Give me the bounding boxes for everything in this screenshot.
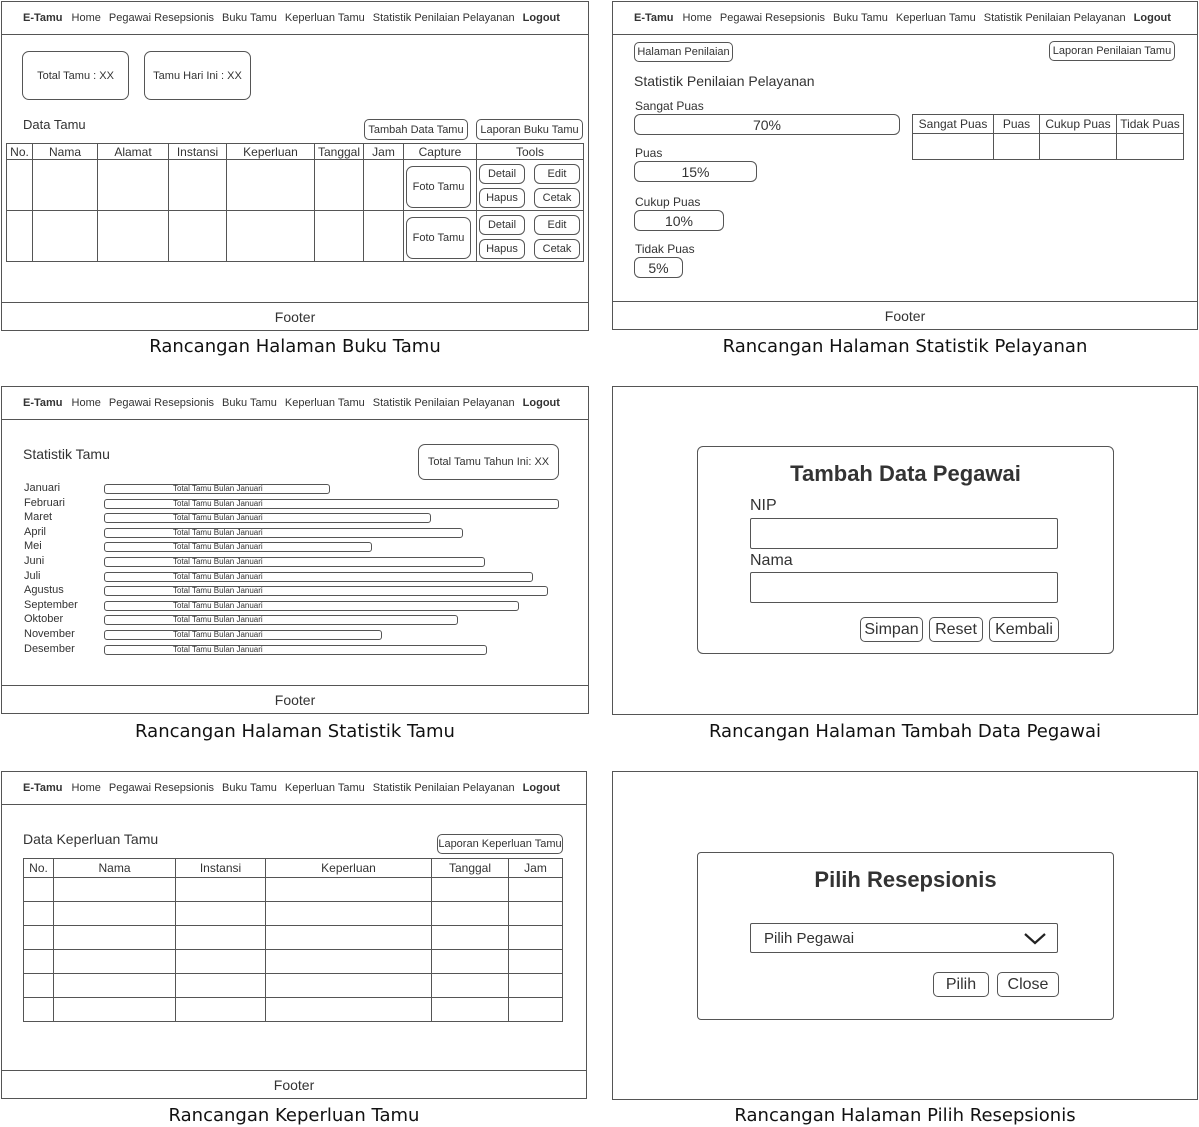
col-instansi: Instansi xyxy=(169,144,227,160)
footer: Footer xyxy=(613,301,1197,329)
nama-input[interactable] xyxy=(750,572,1058,603)
nav-pegawai[interactable]: Pegawai Resepsionis xyxy=(108,782,215,794)
reset-button[interactable]: Reset xyxy=(929,617,983,642)
navbar xyxy=(2,772,586,805)
month-label: Oktober xyxy=(24,613,64,626)
col-capture: Capture xyxy=(404,144,477,160)
col-alamat: Alamat xyxy=(98,144,169,160)
month-bar: Total Tamu Bulan Januari xyxy=(104,645,487,655)
rating-label-cukup-puas: Cukup Puas xyxy=(635,195,701,209)
nav-keperluan[interactable]: Keperluan Tamu xyxy=(284,782,365,794)
col-nama: Nama xyxy=(54,859,176,878)
nav-brand[interactable]: E-Tamu xyxy=(634,12,674,24)
footer: Footer xyxy=(2,1070,586,1098)
nav-statistik[interactable]: Statistik Penilaian Pelayanan xyxy=(372,12,515,24)
nav-pegawai[interactable]: Pegawai Resepsionis xyxy=(108,12,215,24)
nav-pegawai[interactable]: Pegawai Resepsionis xyxy=(719,12,826,24)
navbar xyxy=(613,2,1197,35)
col-tanggal: Tanggal xyxy=(432,859,509,878)
month-bar: Total Tamu Bulan Januari xyxy=(104,601,519,611)
page-title: Data Tamu xyxy=(23,117,86,132)
navbar xyxy=(2,387,588,420)
month-bar: Total Tamu Bulan Januari xyxy=(104,586,548,596)
hapus-button[interactable]: Hapus xyxy=(479,239,525,259)
nav-statistik[interactable]: Statistik Penilaian Pelayanan xyxy=(372,782,515,794)
nip-input[interactable] xyxy=(750,518,1058,549)
dialog-title: Tambah Data Pegawai xyxy=(790,461,1021,486)
tambah-data-tamu-button[interactable]: Tambah Data Tamu xyxy=(364,119,468,140)
col-nama: Nama xyxy=(33,144,98,160)
table-row xyxy=(913,134,1184,160)
rating-bar-tidak-puas: 5% xyxy=(634,257,683,278)
foto-tamu-button[interactable]: Foto Tamu xyxy=(406,166,471,208)
rating-bar-cukup-puas: 10% xyxy=(634,210,724,231)
month-label: Februari xyxy=(24,496,65,509)
nip-label: NIP xyxy=(750,497,777,514)
caption-tambah-pegawai: Rancangan Halaman Tambah Data Pegawai xyxy=(708,721,1102,742)
nav-buku-tamu[interactable]: Buku Tamu xyxy=(833,12,888,24)
month-bar: Total Tamu Bulan Januari xyxy=(104,499,559,509)
col-jam: Jam xyxy=(509,859,563,878)
panel-buku-tamu xyxy=(1,1,589,331)
chevron-down-icon xyxy=(1023,930,1047,951)
month-bar: Total Tamu Bulan Januari xyxy=(104,630,382,640)
nav-home[interactable]: Home xyxy=(71,12,101,24)
nav-buku-tamu[interactable]: Buku Tamu xyxy=(222,397,277,409)
col-sangat-puas: Sangat Puas xyxy=(913,115,994,134)
col-tanggal: Tanggal xyxy=(315,144,364,160)
simpan-button[interactable]: Simpan xyxy=(860,617,923,642)
month-bar: Total Tamu Bulan Januari xyxy=(104,557,485,567)
month-label: September xyxy=(24,598,78,611)
nama-label: Nama xyxy=(750,552,793,569)
laporan-buku-tamu-button[interactable]: Laporan Buku Tamu xyxy=(476,119,583,140)
nav-home[interactable]: Home xyxy=(682,12,712,24)
table-row xyxy=(24,998,563,1022)
nav-buku-tamu[interactable]: Buku Tamu xyxy=(222,12,277,24)
col-puas: Puas xyxy=(994,115,1040,134)
nav-home[interactable]: Home xyxy=(71,397,101,409)
nav-brand[interactable]: E-Tamu xyxy=(23,12,63,24)
nav-home[interactable]: Home xyxy=(71,782,101,794)
panel-tambah-pegawai xyxy=(612,386,1198,715)
month-label: Desember xyxy=(24,642,75,655)
table-row xyxy=(24,878,563,902)
nav-brand[interactable]: E-Tamu xyxy=(23,397,63,409)
panel-keperluan-tamu xyxy=(1,771,587,1099)
panel-statistik-tamu xyxy=(1,386,589,714)
edit-button[interactable]: Edit xyxy=(534,215,580,235)
hapus-button[interactable]: Hapus xyxy=(479,188,525,208)
month-bar: Total Tamu Bulan Januari xyxy=(104,528,463,538)
caption-statistik-pelayanan: Rancangan Halaman Statistik Pelayanan xyxy=(722,336,1088,357)
select-value: Pilih Pegawai xyxy=(764,930,855,947)
dialog-title: Pilih Resepsionis xyxy=(814,867,997,892)
month-label: November xyxy=(24,628,75,640)
page-title: Statistik Penilaian Pelayanan xyxy=(634,73,815,89)
tambah-pegawai-dialog xyxy=(697,446,1114,654)
month-label: April xyxy=(24,525,47,538)
table-row xyxy=(24,926,563,950)
month-label: Agustus xyxy=(24,584,64,597)
navbar xyxy=(2,2,588,35)
col-jam: Jam xyxy=(364,144,404,160)
footer: Footer xyxy=(2,302,588,330)
laporan-penilaian-button[interactable]: Laporan Penilaian Tamu xyxy=(1049,41,1175,61)
nav-pegawai[interactable]: Pegawai Resepsionis xyxy=(108,397,215,409)
laporan-keperluan-button[interactable]: Laporan Keperluan Tamu xyxy=(437,834,563,854)
pilih-pegawai-select[interactable] xyxy=(750,923,1058,953)
nav-logout[interactable]: Logout xyxy=(522,782,560,794)
rating-label-sangat-puas: Sangat Puas xyxy=(635,99,704,113)
nav-logout[interactable]: Logout xyxy=(1133,12,1171,24)
total-tamu-tahun-card: Total Tamu Tahun Ini: XX xyxy=(418,444,559,480)
month-label: Juni xyxy=(24,555,45,567)
kembali-button[interactable]: Kembali xyxy=(989,617,1059,642)
caption-pilih-resepsionis: Rancangan Halaman Pilih Resepsionis xyxy=(734,1105,1076,1126)
month-bar: Total Tamu Bulan Januari xyxy=(104,542,372,552)
col-tools: Tools xyxy=(477,144,584,160)
edit-button[interactable]: Edit xyxy=(534,164,580,184)
nav-logout[interactable]: Logout xyxy=(522,397,560,409)
col-no: No. xyxy=(7,144,33,160)
pilih-resepsionis-dialog xyxy=(697,852,1114,1020)
tamu-hari-ini-card: Tamu Hari Ini : XX xyxy=(144,51,251,100)
detail-button[interactable]: Detail xyxy=(479,215,525,235)
detail-button[interactable]: Detail xyxy=(479,164,525,184)
month-label: Mei xyxy=(24,540,42,553)
nav-statistik[interactable]: Statistik Penilaian Pelayanan xyxy=(372,397,515,409)
table-row xyxy=(24,950,563,974)
month-bar: Total Tamu Bulan Januari xyxy=(104,513,431,523)
col-cukup-puas: Cukup Puas xyxy=(1040,115,1117,134)
col-instansi: Instansi xyxy=(176,859,266,878)
rating-table xyxy=(912,114,1184,160)
month-bar: Total Tamu Bulan Januari xyxy=(104,572,533,582)
col-keperluan: Keperluan xyxy=(266,859,432,878)
footer: Footer xyxy=(2,685,588,713)
month-label: Januari xyxy=(24,482,61,494)
month-label: Juli xyxy=(24,569,41,582)
col-tidak-puas: Tidak Puas xyxy=(1117,115,1184,134)
table-row xyxy=(24,902,563,926)
nav-keperluan[interactable]: Keperluan Tamu xyxy=(284,12,365,24)
nav-keperluan[interactable]: Keperluan Tamu xyxy=(284,397,365,409)
close-button[interactable]: Close xyxy=(997,972,1059,997)
nav-brand[interactable]: E-Tamu xyxy=(23,782,63,794)
nav-statistik[interactable]: Statistik Penilaian Pelayanan xyxy=(983,12,1126,24)
page-title: Statistik Tamu xyxy=(23,446,110,462)
col-no: No. xyxy=(24,859,54,878)
halaman-penilaian-button[interactable]: Halaman Penilaian xyxy=(634,42,733,62)
table-row xyxy=(24,974,563,998)
rating-bar-puas: 15% xyxy=(634,161,757,182)
caption-buku-tamu: Rancangan Halaman Buku Tamu xyxy=(149,336,441,357)
month-bar: Total Tamu Bulan Januari xyxy=(104,615,458,625)
panel-pilih-resepsionis xyxy=(612,771,1198,1100)
cetak-button[interactable]: Cetak xyxy=(534,239,580,259)
nav-buku-tamu[interactable]: Buku Tamu xyxy=(222,782,277,794)
caption-keperluan-tamu: Rancangan Keperluan Tamu xyxy=(168,1105,420,1126)
page-title: Data Keperluan Tamu xyxy=(23,831,159,847)
pilih-button[interactable]: Pilih xyxy=(933,972,989,997)
rating-label-tidak-puas: Tidak Puas xyxy=(635,242,695,256)
month-bar: Total Tamu Bulan Januari xyxy=(104,484,330,494)
total-tamu-card: Total Tamu : XX xyxy=(22,51,129,100)
keperluan-table xyxy=(23,858,563,1022)
rating-bar-sangat-puas: 70% xyxy=(634,114,900,135)
nav-keperluan[interactable]: Keperluan Tamu xyxy=(895,12,976,24)
rating-label-puas: Puas xyxy=(635,146,663,160)
month-label: Maret xyxy=(24,511,53,524)
panel-statistik-pelayanan xyxy=(612,1,1198,330)
cetak-button[interactable]: Cetak xyxy=(534,188,580,208)
col-keperluan: Keperluan xyxy=(227,144,315,160)
nav-logout[interactable]: Logout xyxy=(522,12,560,24)
caption-statistik-tamu: Rancangan Halaman Statistik Tamu xyxy=(135,721,455,742)
foto-tamu-button[interactable]: Foto Tamu xyxy=(406,217,471,259)
